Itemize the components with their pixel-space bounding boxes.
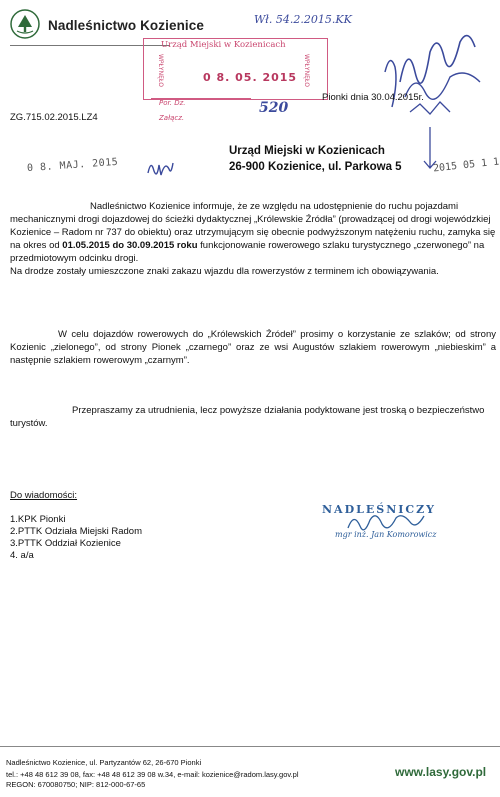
body-paragraph-routes bbox=[10, 328, 496, 367]
closure-period: 01.05.2015 do 30.09.2015 roku bbox=[62, 240, 198, 251]
addressee-name: Urząd Miejski w Kozienicach bbox=[229, 145, 385, 157]
stamp-organization: Urząd Miejski w Kozienicach bbox=[161, 40, 286, 50]
apology-text: Przepraszamy za utrudnienia, lecz powyższe działania podyktowane jest troską o bezpieczeństwo turystów. bbox=[10, 405, 485, 429]
paragraph-signs-note: Na drodze zostały umieszczone znaki zakazu wjazdu dla rowerzystów z terminem ich obowiązywania. bbox=[10, 266, 439, 277]
signature-title: NADLEŚNICZY bbox=[322, 503, 437, 516]
cc-item: 3.PTTK Oddział Kozienice bbox=[10, 538, 121, 549]
stamp-received-left: WPŁYNĘŁO bbox=[157, 54, 164, 87]
cc-heading: Do wiadomości: bbox=[10, 490, 78, 501]
cc-item: 2.PTTK Odziała Miejski Radom bbox=[10, 526, 142, 537]
handwritten-arrow bbox=[420, 125, 440, 170]
body-paragraph-closure bbox=[10, 200, 496, 278]
cc-list bbox=[10, 514, 142, 562]
signatory-name: mgr inż. Jan Komorowicz bbox=[335, 530, 437, 539]
cc-item: 1.KPK Pionki bbox=[10, 514, 66, 525]
lasy-panstwowe-logo bbox=[10, 9, 40, 39]
receipt-stamp bbox=[143, 38, 328, 128]
footer-contact: tel.: +48 48 612 39 08, fax: +48 48 612 39 08 w.34, e-mail: kozienice@radom.lasy.gov.pl bbox=[6, 770, 299, 779]
addressee-address: 26-900 Kozienice, ul. Parkowa 5 bbox=[229, 161, 402, 173]
handwritten-initials bbox=[145, 155, 175, 179]
place-and-date: Pionki dnia 30.04.2015r. bbox=[322, 92, 424, 103]
handwritten-number: 520 bbox=[259, 100, 289, 116]
document-reference: ZG.715.02.2015.LZ4 bbox=[10, 112, 98, 123]
footer-divider bbox=[0, 746, 500, 747]
handwritten-annotation-signature bbox=[380, 12, 495, 132]
stamp-received-right: WPŁYNĘŁO bbox=[303, 54, 310, 87]
handwritten-case-number: Wł. 54.2.2015.KK bbox=[254, 13, 352, 26]
stamp-date: 0 8. 05. 2015 bbox=[203, 71, 298, 84]
footer-registration: REGON: 670080750; NIP: 812-000-67-65 bbox=[6, 780, 146, 789]
cc-item: 4. a/a bbox=[10, 550, 34, 561]
routes-text: W celu dojazdów rowerowych do „Królewskich Źródeł” prosimy o korzystanie ze szlaków; od strony Kozienic „zielonego”, od strony Pionek „czarnego” oraz ze wsi Augustów szlakiem rowerowym „niebieskim” a następnie szlakiem rowerowym „czarnym”. bbox=[10, 329, 496, 366]
paragraph-text: Nadleśnictwo Kozienice informuje, że ze względu na udostępnienie do ruchu pojazdami mechanicznymi drogi dojazdowej do ścieżki dydaktycznej „Królewskie Źródła” (prowadzącej od drogi wojewódzkiej Kozienice – Radom nr 737 do obiektu) oraz utrzymującym się obecnie podwyższonym natężeniu ruchu, zamyka się na okres od bbox=[10, 201, 496, 251]
stamp-ref-label: Por. Dz. bbox=[159, 99, 186, 107]
org-name: Nadleśnictwo Kozienice bbox=[48, 18, 204, 33]
body-paragraph-apology bbox=[10, 404, 496, 430]
paragraph-text-end: funkcjonowanie rowerowego szlaku turystycznego „czerwonego” na przedmiotowym odcinku drogi. bbox=[10, 240, 485, 264]
footer-website-link[interactable]: www.lasy.gov.pl bbox=[395, 765, 487, 779]
received-date-stamp: 0 8. MAJ. 2015 bbox=[26, 156, 119, 175]
stamp-attachment-label: Załącz. bbox=[159, 114, 185, 122]
registry-number-stamp: 2015 05 1 1 bbox=[432, 156, 500, 175]
footer-address: Nadleśnictwo Kozienice, ul. Partyzantów 62, 26-670 Pionki bbox=[6, 758, 202, 767]
